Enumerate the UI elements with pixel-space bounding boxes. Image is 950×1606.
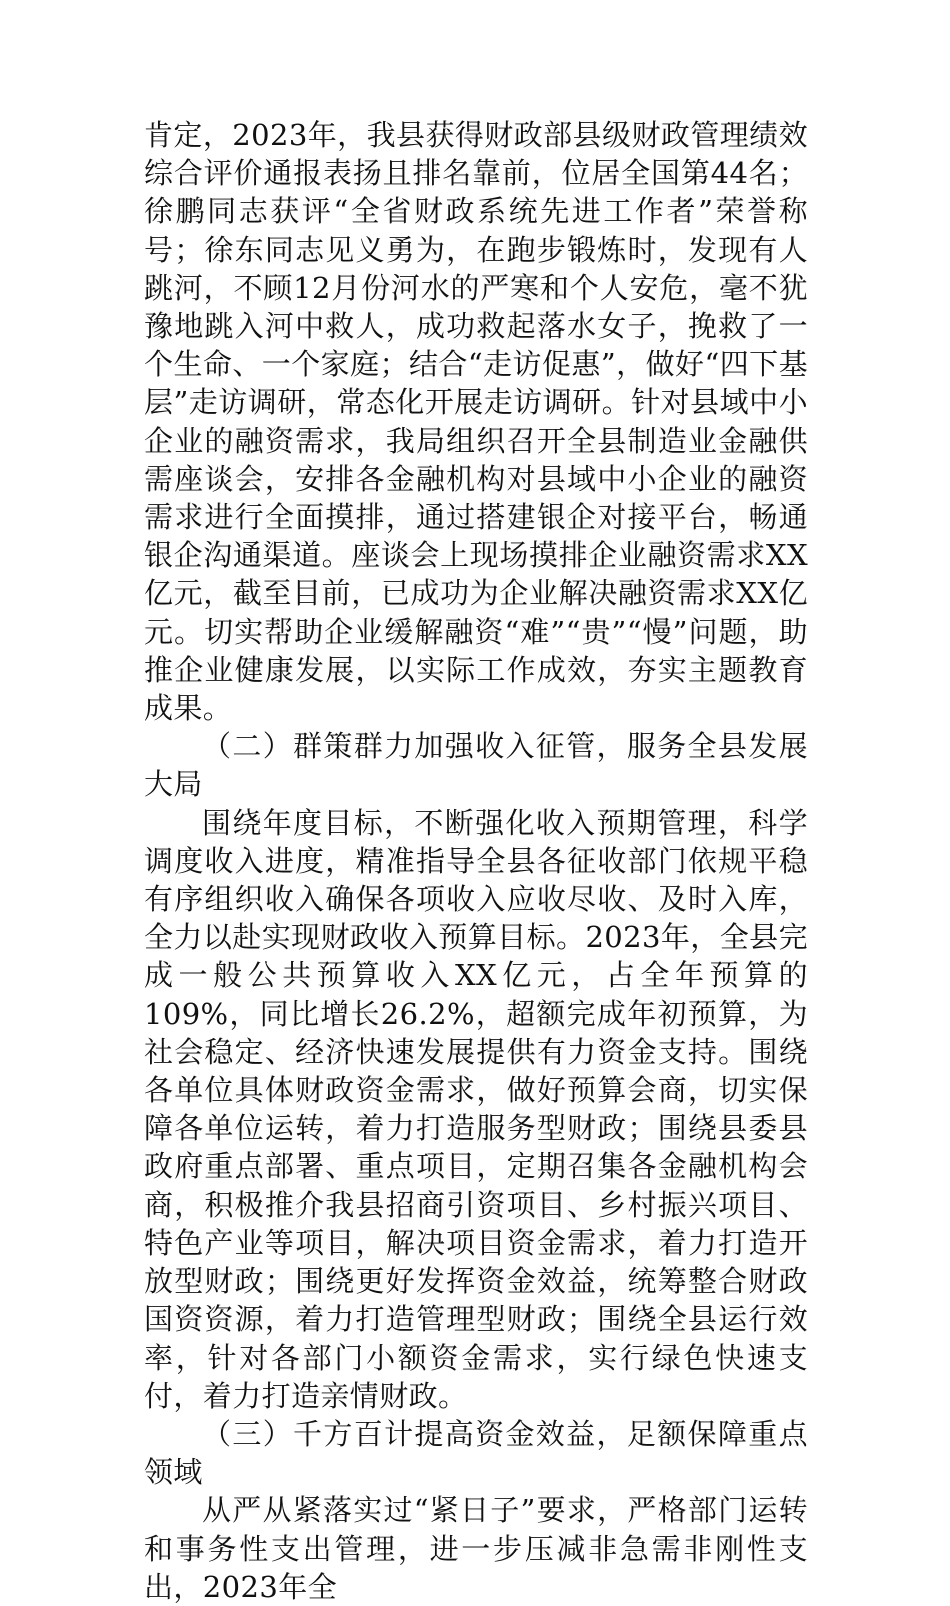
paragraph-achievements: 肯定，2023年，我县获得财政部县级财政管理绩效综合评价通报表扬且排名靠前，位居全国第44名；徐鹏同志获评“全省财政系统先进工作者”荣誉称号；徐东同志见义勇为，在跑步锻炼时，发现有人跳河，不顾12月份河水的严寒和个人安危，毫不犹豫地跳入河中救人，成功救起落水女子，挽救了一个生命、一个家庭；结合“走访促惠”，做好“四下基层”走访调研，常态化开展走访调研。针对县域中小企业的融资需求，我局组织召开全县制造业金融供需座谈会，安排各金融机构对县域中小企业的融资需求进行全面摸排，通过搭建银企对接平台，畅通银企沟通渠道。座谈会上现场摸排企业融资需求XX亿元，截至目前，已成功为企业解决融资需求XX亿元。切实帮助企业缓解融资“难”“贵”“慢”问题，助推企业健康发展，以实际工作成效，夯实主题教育成果。 xyxy=(144,118,808,726)
section-heading-efficiency: （三）千方百计提高资金效益，足额保障重点领域 xyxy=(144,1416,808,1490)
paragraph-revenue: 围绕年度目标，不断强化收入预期管理，科学调度收入进度，精准指导全县各征收部门依规平稳有序组织收入确保各项收入应收尽收、及时入库，全力以赴实现财政收入预算目标。2023年，全县完成一般公共预算收入XX亿元，占全年预算的109%，同比增长26.2%，超额完成年初预算，为社会稳定、经济快速发展提供有力资金支持。围绕各单位具体财政资金需求，做好预算会商，切实保障各单位运转，着力打造服务型财政；围绕县委县政府重点部署、重点项目，定期召集各金融机构会商，积极推介我县招商引资项目、乡村振兴项目、特色产业等项目，解决项目资金需求，着力打造开放型财政；围绕更好发挥资金效益，统筹整合财政国资资源，着力打造管理型财政；围绕全县运行效率，针对各部门小额资金需求，实行绿色快速支付，着力打造亲情财政。 xyxy=(144,805,808,1413)
paragraph-efficiency: 从严从紧落实过“紧日子”要求，严格部门运转和事务性支出管理，进一步压减非急需非刚性支出，2023年全 xyxy=(144,1493,808,1604)
section-heading-revenue: （二）群策群力加强收入征管，服务全县发展大局 xyxy=(144,729,808,802)
document-body xyxy=(144,116,808,1606)
